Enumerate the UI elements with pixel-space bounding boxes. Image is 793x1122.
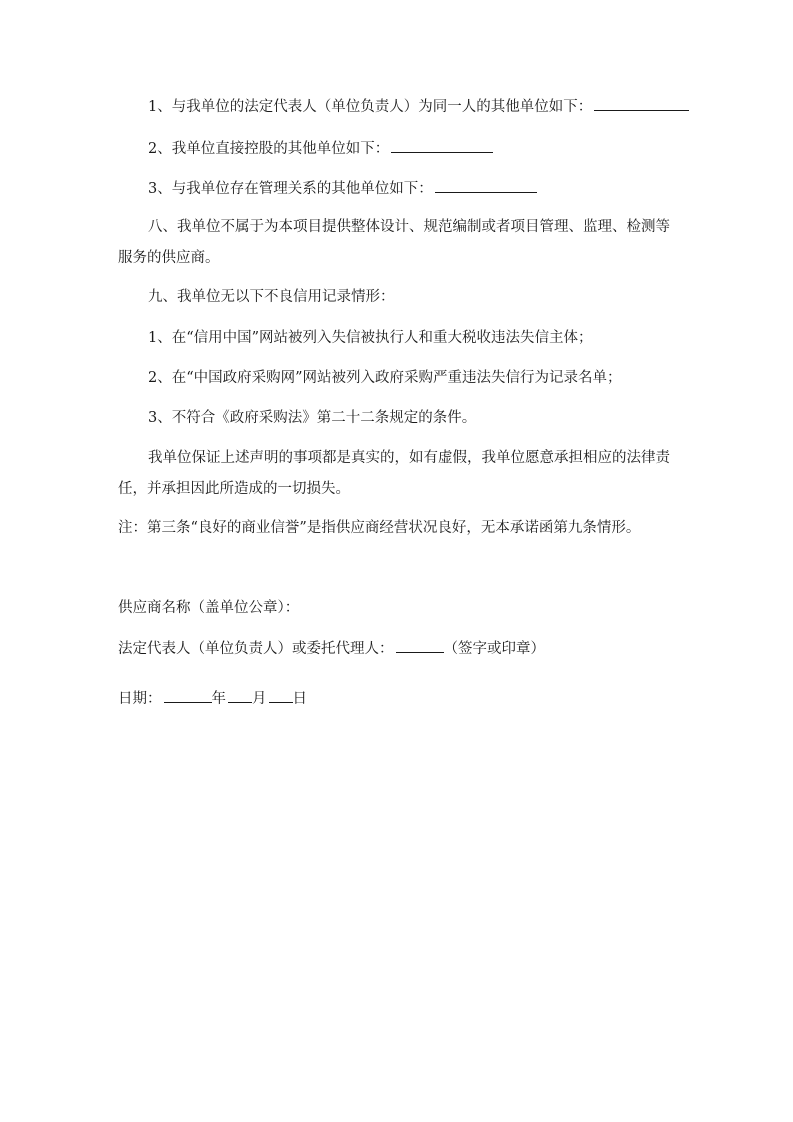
related-unit-line-2 bbox=[148, 138, 493, 159]
related-unit-text-2: 2、我单位直接控股的其他单位如下： bbox=[148, 141, 390, 157]
supplier-name-label: 供应商名称（盖单位公章）： bbox=[118, 600, 300, 616]
related-unit-text-3: 3、与我单位存在管理关系的其他单位如下： bbox=[148, 181, 433, 197]
item-8-paragraph: 八、我单位不属于为本项目提供整体设计、规范编制或者项目管理、监理、检测等服务的供应商。 bbox=[118, 219, 670, 266]
date-year-blank[interactable] bbox=[164, 688, 212, 703]
note-line: 注：第三条“良好的商业信誉”是指供应商经营状况良好，无本承诺函第九条情形。 bbox=[118, 520, 641, 536]
date-month-label: 月 bbox=[252, 691, 267, 707]
related-unit-text-1: 1、与我单位的法定代表人（单位负责人）为同一人的其他单位如下： bbox=[148, 99, 593, 115]
date-day-blank[interactable] bbox=[269, 688, 293, 703]
date-month-blank[interactable] bbox=[228, 688, 252, 703]
related-unit-line-1 bbox=[148, 96, 689, 117]
representative-suffix: （签字或印章） bbox=[443, 641, 545, 657]
related-unit-blank-2[interactable] bbox=[391, 138, 493, 153]
date-year-label: 年 bbox=[211, 691, 226, 707]
date-day-label: 日 bbox=[292, 691, 307, 707]
credit-item-1: 1、在“信用中国”网站被列入失信被执行人和重大税收违法失信主体； bbox=[148, 330, 593, 346]
related-unit-line-3 bbox=[148, 178, 537, 199]
representative-label: 法定代表人（单位负责人）或委托代理人： bbox=[118, 641, 394, 657]
item-9-heading: 九、我单位无以下不良信用记录情形： bbox=[148, 289, 395, 305]
related-unit-blank-3[interactable] bbox=[435, 178, 537, 193]
representative-line bbox=[118, 638, 545, 659]
credit-item-3: 3、不符合《政府采购法》第二十二条规定的条件。 bbox=[148, 410, 477, 426]
guarantee-paragraph: 我单位保证上述声明的事项都是真实的，如有虚假，我单位愿意承担相应的法律责任，并承担因此所造成的一切损失。 bbox=[118, 450, 670, 497]
date-line bbox=[118, 688, 307, 709]
related-unit-blank-1[interactable] bbox=[594, 96, 689, 111]
date-label: 日期： bbox=[118, 691, 162, 707]
credit-item-2: 2、在“中国政府采购网”网站被列入政府采购严重违法失信行为记录名单； bbox=[148, 370, 622, 386]
representative-blank[interactable] bbox=[396, 638, 444, 653]
